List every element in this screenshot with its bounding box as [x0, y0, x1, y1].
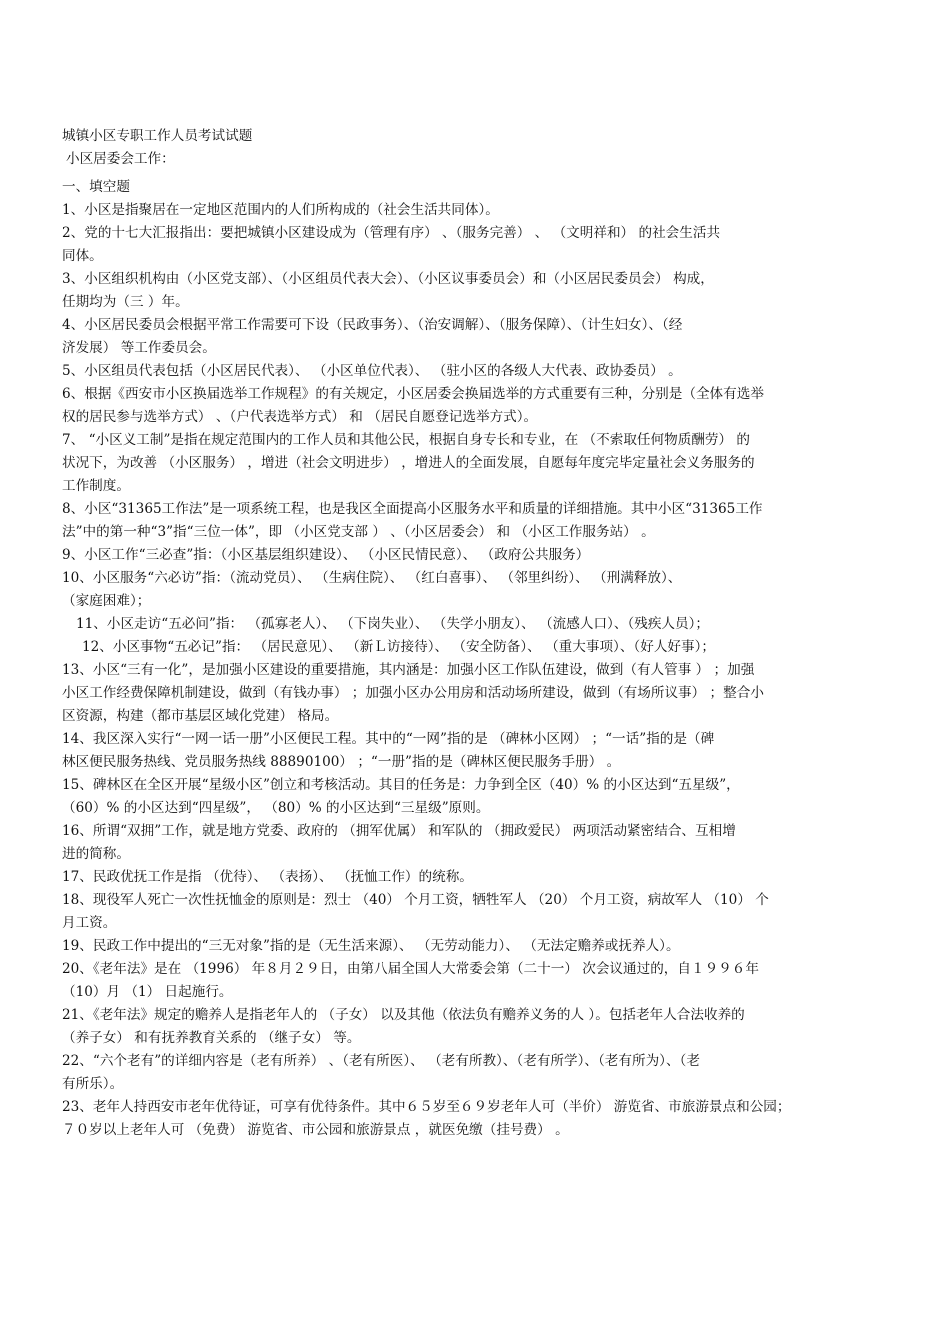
- question-item: [62, 935, 892, 958]
- question-line: 21、《老年法》规定的赡养人是指老年人的 （子女） 以及其他（依法负有赡养义务的人 ）。包括老年人合法收养的: [62, 1007, 745, 1023]
- question-line: 法”中的第一种“3”指“三位一体”，即 （小区党支部 ） 、（小区居委会） 和 （小区工作服务站） 。: [62, 524, 655, 540]
- question-line: 19、民政工作中提出的“三无对象”指的是（无生活来源）、 （无劳动能力）、 （无法定赡养或抚养人）。: [62, 938, 680, 954]
- question-line: 林区便民服务热线、党员服务热线 88890100） ；“一册”指的是（碑林区便民服务手册） 。: [62, 754, 621, 770]
- question-line: 10、小区服务“六必访”指：（流动党员）、 （生病住院）、 （红白喜事）、 （邻里纠纷）、 （刑满释放）、: [62, 570, 682, 586]
- question-line: 权的居民参与选举方式） 、（户代表选举方式） 和 （居民自愿登记选举方式）。: [62, 409, 538, 425]
- question-line: 12、小区事物“五必记”指： （居民意见）、 （新Ｌ访接待）、 （安全防备）、 （重大事项）、（好人好事）；: [82, 639, 715, 655]
- question-item: [62, 866, 892, 889]
- question-item: [62, 774, 892, 820]
- question-item: [62, 268, 892, 314]
- question-item: [62, 429, 892, 498]
- document-subtitle: 小区居委会工作：: [66, 151, 175, 167]
- question-item: [62, 889, 892, 935]
- question-item: [62, 659, 892, 728]
- question-item: [62, 314, 892, 360]
- question-item: [62, 1004, 892, 1050]
- question-line: 3、小区组织机构由（小区党支部）、（小区组员代表大会）、（小区议事委员会）和（小区居民委员会） 构成，: [62, 271, 714, 287]
- question-item: [62, 544, 892, 567]
- question-line: 小区工作经费保障机制建设，做到（有钱办事） ；加强小区办公用房和活动场所建设，做到（有场所议事） ；整合小: [62, 685, 764, 701]
- question-line: 15、碑林区在全区开展“星级小区”创立和考核活动。其目的任务是：力争到全区（40）% 的小区达到“五星级”，: [62, 777, 740, 793]
- question-line: （60）% 的小区达到“四星级”， （80）% 的小区达到“三星级”原则。: [62, 800, 490, 816]
- question-line: 17、民政优抚工作是指 （优待）、 （表扬）、 （抚恤工作）的统称。: [62, 869, 473, 885]
- question-item: [62, 958, 892, 1004]
- question-line: 济发展） 等工作委员会。: [62, 340, 216, 356]
- document-title: 城镇小区专职工作人员考试试题: [62, 128, 253, 144]
- question-line: ７０岁以上老年人可 （免费） 游览省、市公园和旅游景点 ，就医免缴（挂号费） 。: [62, 1122, 569, 1138]
- question-item: [62, 613, 892, 636]
- question-item: [62, 1096, 892, 1142]
- question-line: 月工资。: [62, 915, 117, 931]
- question-item: [62, 360, 892, 383]
- question-line: 14、我区深入实行“一网一话一册”小区便民工程。其中的“一网”指的是 （碑林小区网） ；“一话”指的是（碑: [62, 731, 715, 747]
- question-item: [62, 728, 892, 774]
- question-item: [62, 498, 892, 544]
- question-line: 18、现役军人死亡一次性抚恤金的原则是：烈士 （40） 个月工资，牺牲军人 （20） 个月工资，病故军人 （10） 个: [62, 892, 769, 908]
- document-page: [62, 125, 892, 1142]
- question-line: 1、小区是指聚居在一定地区范围内的人们所构成的（社会生活共同体）。: [62, 202, 499, 218]
- question-line: 13、小区“三有一化”，是加强小区建设的重要措施，其内涵是：加强小区工作队伍建设，做到（有人管事 ） ；加强: [62, 662, 755, 678]
- question-list: [62, 199, 892, 1142]
- question-line: 2、党的十七大汇报指出：要把城镇小区建设成为（管理有序） 、（服务完善） 、 （文明祥和） 的社会生活共: [62, 225, 721, 241]
- question-line: 20、《老年法》是在 （1996） 年８月２９日，由第八届全国人大常委会第（二十一） 次会议通过的，自１９９６年: [62, 961, 759, 977]
- question-item: [62, 1050, 892, 1096]
- question-line: 同体。: [62, 248, 103, 264]
- question-item: [62, 567, 892, 613]
- question-line: 16、所谓“双拥”工作，就是地方党委、政府的 （拥军优属） 和军队的 （拥政爱民） 两项活动紧密结合、互相增: [62, 823, 736, 839]
- question-line: （10）月 （1） 日起施行。: [62, 984, 233, 1000]
- question-line: 8、小区“31365工作法”是一项系统工程，也是我区全面提高小区服务水平和质量的详细措施。其中小区“31365工作: [62, 501, 763, 517]
- question-line: 5、小区组员代表包括（小区居民代表）、 （小区单位代表）、 （驻小区的各级人大代表、政协委员） 。: [62, 363, 682, 379]
- question-line: 6、根据《西安市小区换届选举工作规程》的有关规定，小区居委会换届选举的方式重要有三种，分别是（全体有选举: [62, 386, 764, 402]
- question-item: [62, 383, 892, 429]
- section-heading: 一、填空题: [62, 179, 130, 195]
- question-line: 7、 “小区义工制”是指在规定范围内的工作人员和其他公民，根据自身专长和专业，在 （不索取任何物质酬劳） 的: [62, 432, 751, 448]
- question-item: [62, 820, 892, 866]
- question-line: 11、小区走访“五必问”指： （孤寡老人）、 （下岗失业）、 （失学小朋友）、 （流感人口）、（残疾人员）；: [76, 616, 709, 632]
- question-line: 状况下，为改善 （小区服务） ，增进（社会文明进步） ，增进人的全面发展，自愿每年度完毕定量社会义务服务的: [62, 455, 755, 471]
- question-line: 进的简称。: [62, 846, 130, 862]
- question-item: [62, 222, 892, 268]
- question-line: （养子女） 和有抚养教育关系的 （继子女） 等。: [62, 1030, 361, 1046]
- question-line: （家庭困难）；: [62, 593, 151, 609]
- question-line: 23、老年人持西安市老年优待证，可享有优待条件。其中６５岁至６９岁老年人可（半价） 游览省、市旅游景点和公园；: [62, 1099, 791, 1115]
- question-line: 4、小区居民委员会根据平常工作需要可下设（民政事务）、（治安调解）、（服务保障）、（计生妇女）、（经: [62, 317, 683, 333]
- question-line: 任期均为（三 ）年。: [62, 294, 189, 310]
- question-item: [62, 636, 892, 659]
- question-line: 区资源，构建（都市基层区域化党建） 格局。: [62, 708, 339, 724]
- question-line: 有所乐）。: [62, 1076, 124, 1092]
- question-line: 9、小区工作“三必查”指：（小区基层组织建设）、 （小区民情民意）、 （政府公共服务）: [62, 547, 590, 563]
- question-item: [62, 199, 892, 222]
- question-line: 22、“六个老有”的详细内容是（老有所养） 、（老有所医）、 （老有所教）、（老有所学）、（老有所为）、（老: [62, 1053, 700, 1069]
- question-line: 工作制度。: [62, 478, 130, 494]
